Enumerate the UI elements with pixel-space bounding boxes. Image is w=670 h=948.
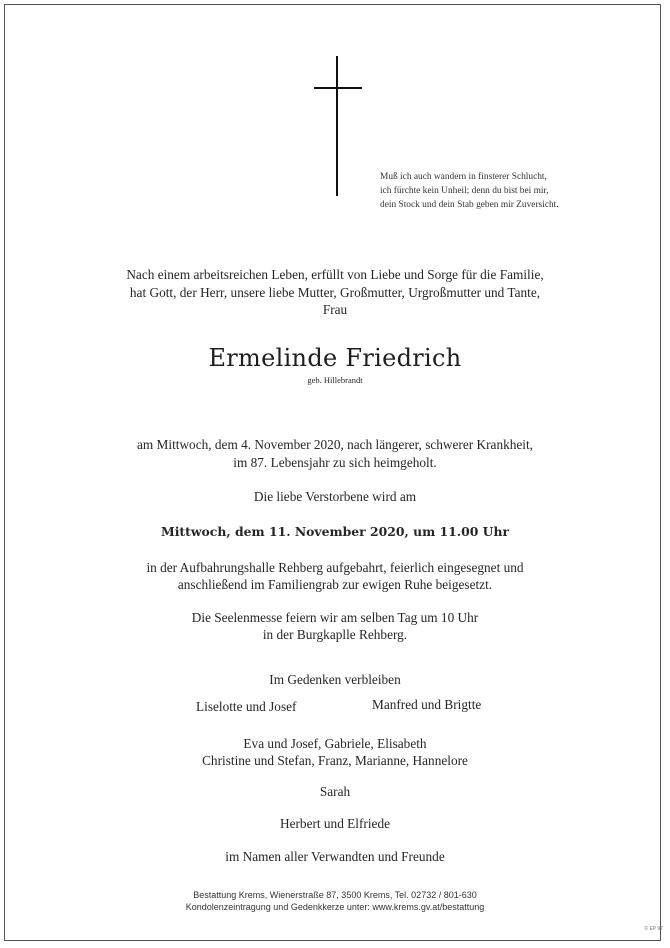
mass-line: Die Seelenmesse feiern wir am selben Tag um 10 Uhr	[191, 610, 479, 625]
deceased-name: Ermelinde Friedrich	[208, 344, 462, 372]
death-line: am Mittwoch, dem 4. November 2020, nach längerer, schwerer Krankheit,	[136, 437, 534, 452]
death-line: im 87. Lebensjahr zu sich heimgeholt.	[233, 455, 437, 470]
mourners-heading: Im Gedenken verbleiben	[269, 672, 401, 687]
birth-name: geb. Hillebrandt	[307, 375, 363, 385]
intro-line: Frau	[322, 302, 348, 317]
mourner-others: im Namen aller Verwandten und Freunde	[225, 849, 445, 864]
intro-line: hat Gott, der Herr, unsere liebe Mutter, Großmutter, Urgroßmutter und Tante,	[129, 285, 541, 300]
funeral-intro: Die liebe Verstorbene wird am	[253, 489, 417, 504]
mourner-grandchildren: Eva und Josef, Gabriele, Elisabeth	[243, 736, 427, 751]
intro-line: Nach einem arbeitsreichen Leben, erfüllt von Liebe und Sorge für die Familie,	[126, 267, 544, 282]
mass-line: in der Burgkaplle Rehberg.	[262, 627, 408, 642]
psalm-line: ich fürchte kein Unheil; denn du bist bei mir,	[380, 186, 549, 196]
funeral-detail: in der Aufbahrungshalle Rehberg aufgebahrt, feierlich eingesegnet und	[146, 560, 524, 575]
mourner-children-left: Liselotte und Josef	[196, 699, 297, 714]
mourner-siblings: Herbert und Elfriede	[279, 816, 391, 831]
psalm-quote	[380, 170, 630, 212]
psalm-line: Muß ich auch wandern in finsterer Schlucht,	[380, 172, 547, 182]
print-mark: © EP 97	[644, 926, 663, 932]
mourner-children-right: Manfred und Brigtte	[372, 697, 482, 712]
mourner-grandchildren: Christine und Stefan, Franz, Marianne, Hannelore	[202, 753, 468, 768]
funeral-detail: anschließend im Familiengrab zur ewigen Ruhe beigesetzt.	[177, 577, 493, 592]
footer-funeral-home: Bestattung Krems, Wienerstraße 87, 3500 Krems, Tel. 02732 / 801-630	[193, 890, 477, 900]
footer-condolence: Kondolenzeintragung und Gedenkkerze unter: www.krems.gv.at/bestattung	[185, 902, 485, 912]
funeral-date: Mittwoch, dem 11. November 2020, um 11.00 Uhr	[161, 524, 509, 539]
psalm-line: dein Stock und dein Stab geben mir Zuversicht.	[380, 200, 559, 210]
mourner-great-grandchild: Sarah	[319, 784, 351, 799]
